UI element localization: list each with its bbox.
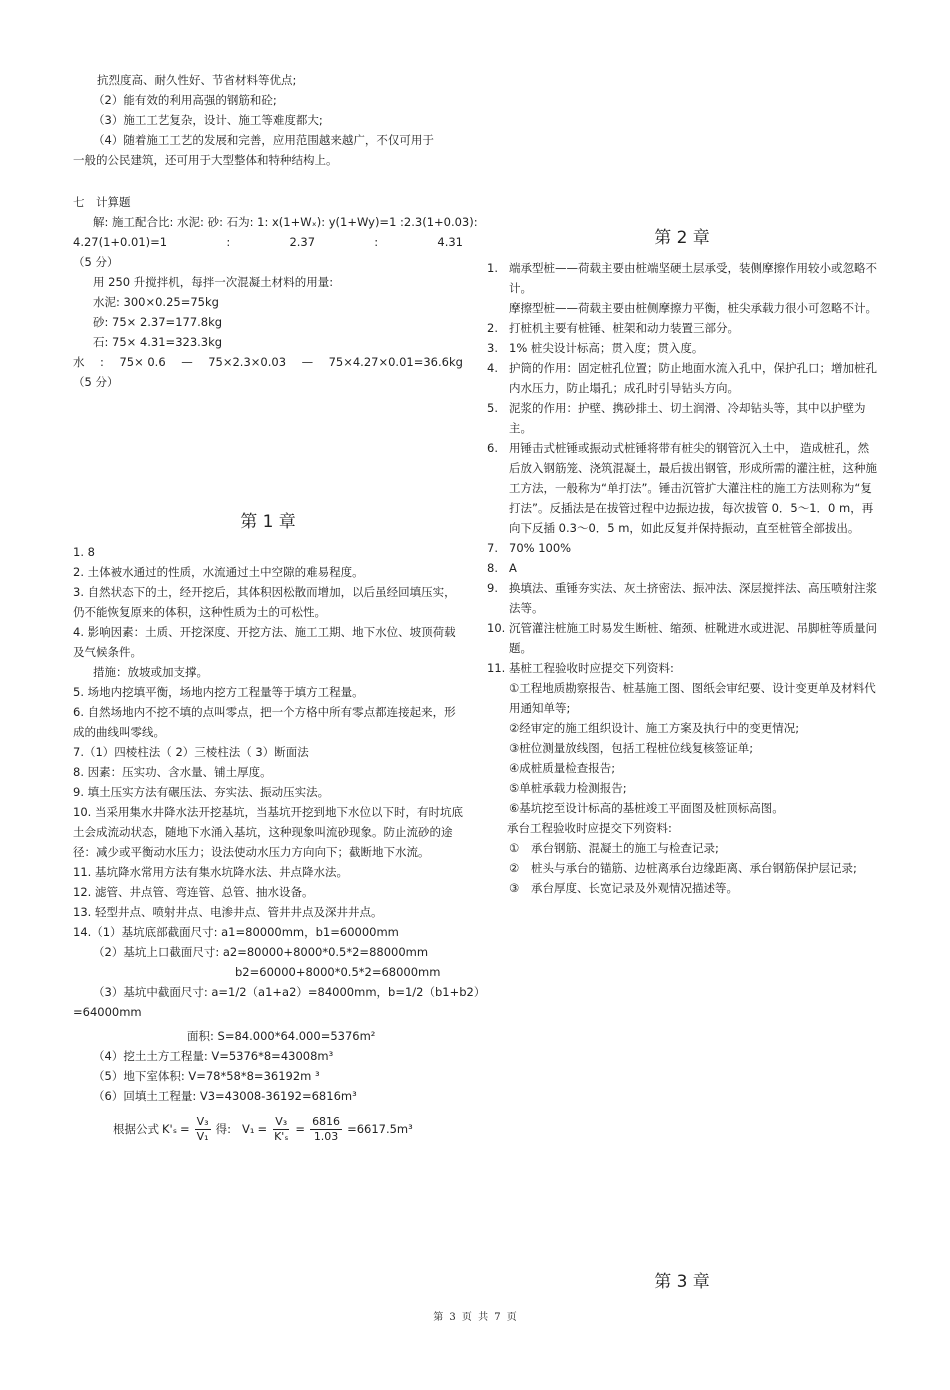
ch1-item: 11. 基坑降水常用方法有集水坑降水法、井点降水法。 xyxy=(73,865,348,879)
cap-doc-item xyxy=(487,838,877,858)
acceptance-doc-item: ②经审定的施工组织设计、施工方案及执行中的变更情况; xyxy=(509,721,800,735)
ch2-item-text: A xyxy=(509,561,517,575)
fraction-denominator: 1.03 xyxy=(313,1129,339,1143)
ch2-item xyxy=(487,438,877,538)
acceptance-doc-item: ⑤单桩承载力检测报告; xyxy=(509,781,627,795)
calc-water-part: : xyxy=(100,355,104,369)
ch1-item: 6. 自然场地内不挖不填的点叫零点，把一个方格中所有零点都连接起来，形成的曲线叫零线。 xyxy=(73,705,456,739)
ch2-item xyxy=(487,398,877,438)
formula-eq: = xyxy=(180,1122,190,1136)
ch2-item xyxy=(487,558,877,578)
calc-ratio-part: 2.37 xyxy=(289,235,316,249)
ch2-item xyxy=(487,538,877,558)
calc-line: 砂: 75× 2.37=177.8kg xyxy=(93,315,223,329)
formula-eq: = xyxy=(295,1122,306,1136)
chapter-1-title: 第 1 章 xyxy=(240,512,296,532)
ch2-item-number: 3. xyxy=(487,341,498,355)
calc-score: （5 分） xyxy=(73,255,119,269)
calc-line: 用 250 升搅拌机，每拌一次混凝土材料的用量: xyxy=(93,275,334,289)
ch2-item xyxy=(487,338,877,358)
calc-water-part: 75×2.3×0.03 xyxy=(208,355,287,369)
fraction-numerator: V₃ xyxy=(275,1114,288,1128)
ch2-item-number: 5. xyxy=(487,401,498,415)
ch2-cap-list xyxy=(487,838,877,898)
cap-doc-item xyxy=(487,858,877,878)
intro-line: （3）施工工艺复杂，设计、施工等难度都大; xyxy=(93,113,323,127)
cap-doc-number: ① xyxy=(509,841,520,855)
ch1-14-line: （5）地下室体积: V=78*58*8=36192m ³ xyxy=(93,1069,320,1083)
fraction-numerator: 6816 xyxy=(312,1114,341,1128)
ch2-11-list xyxy=(487,678,877,818)
fraction-denominator: K'ₛ xyxy=(274,1129,289,1143)
ch2-item-text: 打桩机主要有桩锤、桩架和动力装置三部分。 xyxy=(509,321,739,335)
ch1-item: 9. 填土压实方法有碾压法、夯实法、振动压实法。 xyxy=(73,785,330,799)
formula-prefix: 根据公式 xyxy=(113,1122,159,1136)
chapter-3-title: 第 3 章 xyxy=(654,1272,710,1292)
ch2-item-text: 1% 桩尖设计标高；贯入度；贯入度。 xyxy=(509,341,704,355)
ch1-14-line: （4）挖土土方工程量: V=5376*8=43008m³ xyxy=(93,1049,334,1063)
intro-line: （4）随着施工工艺的发展和完善，应用范围越来越广，不仅可用于 xyxy=(93,133,434,147)
ch1-item: 3. 自然状态下的土，经开挖后，其体积因松散而增加，以后虽经回填压实，仍不能恢复原来的体积，这种性质为土的可松性。 xyxy=(73,585,456,619)
calc-water-part: 75× 0.6 xyxy=(119,355,166,369)
intro-line: （2）能有效的利用高强的钢筋和砼; xyxy=(93,93,277,107)
chapter-2-title: 第 2 章 xyxy=(654,228,710,248)
cap-doc-item xyxy=(487,878,877,898)
ch2-item-number: 9. xyxy=(487,581,498,595)
ch2-list xyxy=(487,258,877,678)
acceptance-doc-item: ①工程地质勘察报告、桩基施工图、图纸会审纪要、设计变更单及材料代用通知单等; xyxy=(509,681,876,715)
formula-v1: V₁ xyxy=(241,1122,255,1136)
ch2-item-number: 8. xyxy=(487,561,498,575)
calc-water-part: 水 xyxy=(73,355,85,369)
calc-line: 石: 75× 4.31=323.3kg xyxy=(93,335,223,349)
ch1-14-line: 14.（1）基坑底部截面尺寸: a1=80000mm，b1=60000mm xyxy=(73,925,399,939)
calc-line: 水泥: 300×0.25=75kg xyxy=(93,295,219,309)
page-footer: 第 3 页 共 7 页 xyxy=(433,1312,517,1323)
formula-k: K'ₛ xyxy=(162,1122,177,1136)
cap-doc-number: ③ xyxy=(509,881,520,895)
ch1-14-line: （6）回填土工程量: V3=43008-36192=6816m³ xyxy=(93,1089,357,1103)
ch1-item: 2. 土体被水通过的性质，水流通过土中空隙的难易程度。 xyxy=(73,565,364,579)
formula-result: =6617.5m³ xyxy=(347,1122,413,1136)
ch2-item xyxy=(487,318,877,338)
ch2-item xyxy=(487,618,877,658)
calc-ratio-part: 4.27(1+0.01)=1 xyxy=(73,235,168,249)
ch2-item-text: 端承型桩——荷载主要由桩端坚硬土层承受，装侧摩擦作用较小或忽略不计。 xyxy=(509,261,877,295)
acceptance-doc-item: ④成桩质量检查报告; xyxy=(509,761,616,775)
calc-score: （5 分） xyxy=(73,375,119,389)
ch2-item xyxy=(487,258,877,298)
calc-water-part: 75×4.27×0.01=36.6kg xyxy=(328,355,463,369)
ch2-item-text: 摩擦型桩——荷载主要由桩侧摩擦力平衡，桩尖承载力很小可忽略不计。 xyxy=(509,301,877,315)
cap-doc-number: ② xyxy=(509,861,520,875)
ch2-item xyxy=(487,658,877,678)
calc-water-line xyxy=(73,352,463,372)
ch2-item-text: 70% 100% xyxy=(509,541,572,555)
ch1-14-line: （2）基坑上口截面尺寸: a2=80000+8000*0.5*2=88000mm xyxy=(93,945,429,959)
ch1-item: 1. 8 xyxy=(73,545,95,559)
ch1-14-line: 面积: S=84.000*64.000=5376m² xyxy=(187,1029,376,1043)
ks-formula xyxy=(73,1106,463,1152)
calc-ratio-line xyxy=(73,232,463,252)
intro-line: 一般的公民建筑，还可用于大型整体和特种结构上。 xyxy=(73,153,338,167)
ch2-item-text: 沉管灌注桩施工时易发生断桩、缩颈、桩靴进水或进泥、吊脚桩等质量问题。 xyxy=(509,621,877,655)
cap-doc-text: 承台钢筋、混凝土的施工与检查记录; xyxy=(531,841,719,855)
formula-eq: = xyxy=(257,1122,268,1136)
calc-water-part: — xyxy=(181,355,193,369)
ch1-item: 7.（1）四棱柱法（ 2）三棱柱法（ 3）断面法 xyxy=(73,745,309,759)
fraction-v3-ks xyxy=(272,1115,290,1144)
cap-doc-text: 桩头与承台的锚筋、边桩离承台边缘距离、承台钢筋保护层记录; xyxy=(531,861,857,875)
calc-line: 解: 施工配合比: 水泥: 砂: 石为: 1: x(1+Wₓ): y(1+Wy)=1 :2.3(1+0.03): xyxy=(93,215,478,229)
calc-ratio-part: 4.31 xyxy=(437,235,463,249)
ch2-item-number: 4. xyxy=(487,361,498,375)
ch1-item: 12. 滤管、井点管、弯连管、总管、抽水设备。 xyxy=(73,885,314,899)
acceptance-doc-item: ③桩位测量放线图，包括工程桩位线复核签证单; xyxy=(509,741,754,755)
ch2-item-text: 用锤击式桩锤或振动式桩锤将带有桩尖的钢管沉入土中， 造成桩孔，然后放入钢筋笼、浇筑混凝土，最后拔出钢管，形成所需的灌注桩，这种施工方法，一般称为“单打法”。锤击沉管扩大灌注柱的施工方法则称为“复打法”。反插法是在拔管过程中边振边拔，每次拔管 0．5～1．0 m，再向下反插 0.3～0．5 m，如此反复并保持振动，直至桩管全部拔出。 xyxy=(509,441,877,535)
ch1-item: 8. 因素：压实功、含水量、铺土厚度。 xyxy=(73,765,272,779)
left-column xyxy=(73,70,486,1152)
cap-title: 承台工程验收时应提交下列资料: xyxy=(507,821,672,835)
ch2-item-number: 1. xyxy=(487,261,498,275)
ch2-item-number: 7. xyxy=(487,541,498,555)
ch1-item: 措施：放坡或加支撑。 xyxy=(93,665,208,679)
fraction-v3-v1 xyxy=(195,1115,211,1144)
ch1-item: 10. 当采用集水井降水法开挖基坑，当基坑开挖到地下水位以下时，有时坑底土会成流动状态，随地下水涌入基坑，这种现象叫流砂现象。防止流砂的途径：减少或平衡动水压力；设法使动水压力方向向下；截断地下水流。 xyxy=(73,805,463,859)
calc-ratio-part: : xyxy=(226,235,231,249)
ch1-14-line: =64000mm xyxy=(73,1005,142,1019)
ch2-item-number: 10. xyxy=(487,621,506,635)
ch2-item-number: 2. xyxy=(487,321,498,335)
calc-ratio-part: : xyxy=(374,235,379,249)
fraction-numerator: V₃ xyxy=(196,1114,209,1128)
intro-line: 抗烈度高、耐久性好、节省材料等优点; xyxy=(97,73,297,87)
right-column xyxy=(487,218,877,898)
calc-water-part: — xyxy=(301,355,314,369)
ch1-item: 4. 影响因素：土质、开挖深度、开挖方法、施工工期、地下水位、坡顶荷载及气候条件。 xyxy=(73,625,456,659)
ch2-item-text: 换填法、重锤夯实法、灰土挤密法、振冲法、深层搅拌法、高压喷射注浆法等。 xyxy=(509,581,877,615)
cap-doc-text: 承台厚度、长宽记录及外观情况描述等。 xyxy=(531,881,738,895)
ch2-item-text: 护筒的作用：固定桩孔位置；防止地面水流入孔中，保护孔口；增加桩孔内水压力，防止塌孔；成孔时引导钻头方向。 xyxy=(509,361,877,395)
formula-de: 得: xyxy=(215,1122,231,1136)
acceptance-doc-item: ⑥基坑挖至设计标高的基桩竣工平面图及桩顶标高图。 xyxy=(509,801,784,815)
ch2-item xyxy=(487,298,877,318)
fraction-denominator: V₁ xyxy=(196,1129,209,1143)
ch1-item: 13. 轻型井点、喷射井点、电渗井点、管井井点及深井井点。 xyxy=(73,905,383,919)
ch1-item: 5. 场地内挖填平衡，场地内挖方工程量等于填方工程量。 xyxy=(73,685,364,699)
ch2-item-text: 泥浆的作用：护壁、携砂排土、切土润滑、冷却钻头等，其中以护壁为主。 xyxy=(509,401,866,435)
ch2-item-text: 基桩工程验收时应提交下列资料: xyxy=(509,661,674,675)
ch2-item-number: 6. xyxy=(487,441,498,455)
ch2-item-number: 11. xyxy=(487,661,506,675)
fraction-6816-103 xyxy=(310,1115,342,1144)
ch1-14-line: b2=60000+8000*0.5*2=68000mm xyxy=(235,965,441,979)
ch2-item xyxy=(487,358,877,398)
calc-section-title: 七 计算题 xyxy=(73,195,131,209)
ch2-item xyxy=(487,578,877,618)
ch1-14-line: （3）基坑中截面尺寸: a=1/2（a1+a2）=84000mm，b=1/2（b1+b2） xyxy=(93,985,486,999)
